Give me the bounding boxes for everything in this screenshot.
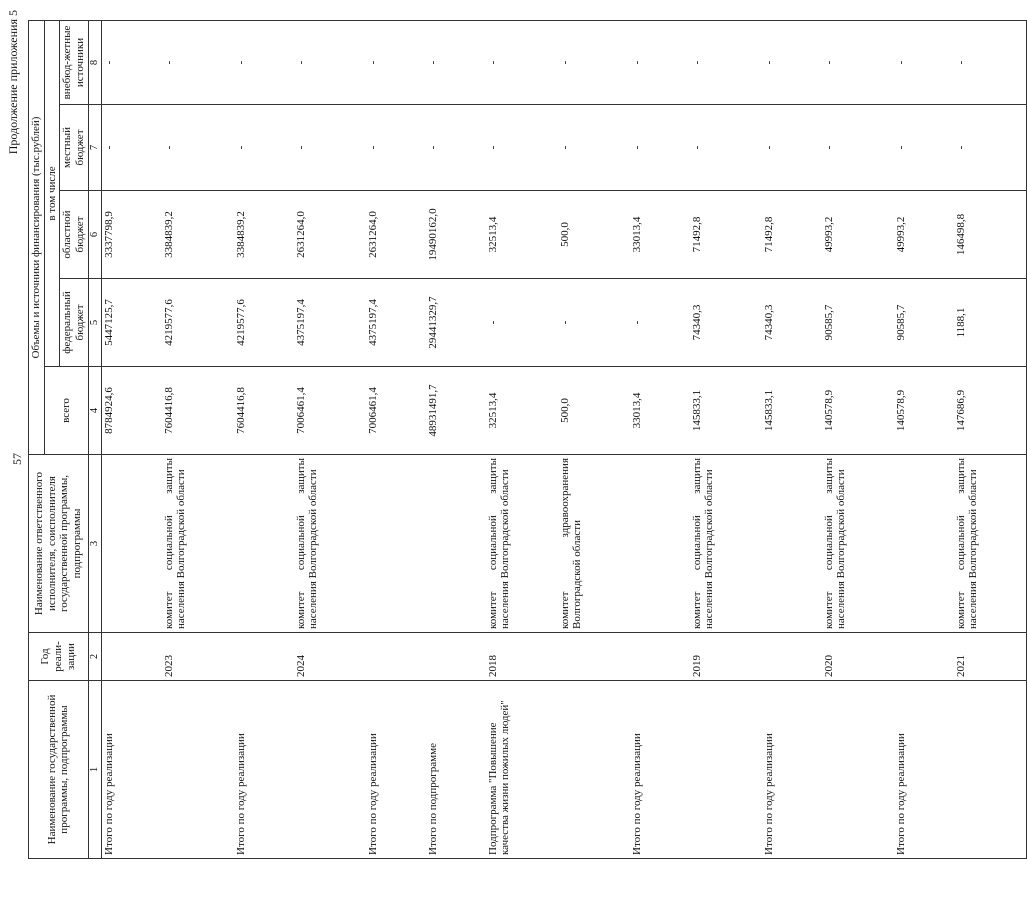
local-cell: -: [894, 105, 954, 191]
table-row: [630, 20, 690, 858]
total-cell: 145833,1: [762, 367, 822, 455]
federal-cell: 4375197,4: [294, 279, 366, 367]
name-cell: Итого по году реализации: [630, 681, 690, 859]
regional-cell: 3384839,2: [162, 191, 234, 279]
extra-cell: -: [426, 20, 486, 104]
regional-cell: 3384839,2: [234, 191, 294, 279]
header-name: Наименование государственной программы, подпрограммы: [29, 681, 89, 859]
table-row: [234, 20, 294, 858]
extra-cell: -: [822, 20, 894, 104]
local-cell: -: [101, 105, 162, 191]
header-executor: Наименование ответственного исполнителя, соисполнителя государственной программы, подпрограммы: [29, 455, 89, 633]
total-cell: 500,0: [558, 367, 630, 455]
header-year: Год реали-зации: [29, 633, 89, 681]
total-cell: 48931491,7: [426, 367, 486, 455]
extra-cell: -: [101, 20, 162, 104]
name-cell: [954, 681, 1027, 859]
federal-cell: 90585,7: [894, 279, 954, 367]
local-cell: -: [294, 105, 366, 191]
year-cell: 2024: [294, 633, 366, 681]
federal-cell: 4219577,6: [162, 279, 234, 367]
executor-cell: комитет здравоохранения Волгоградской области: [558, 455, 630, 633]
column-number: 8: [88, 20, 101, 104]
federal-cell: -: [486, 279, 558, 367]
table-row: [366, 20, 426, 858]
regional-cell: 2631264,0: [366, 191, 426, 279]
total-cell: 7604416,8: [234, 367, 294, 455]
total-cell: 8784924,6: [101, 367, 162, 455]
header-total: всего: [44, 367, 88, 455]
total-cell: 140578,9: [822, 367, 894, 455]
federal-cell: -: [558, 279, 630, 367]
total-cell: 147686,9: [954, 367, 1027, 455]
regional-cell: 32513,4: [486, 191, 558, 279]
name-cell: [294, 681, 366, 859]
executor-cell: комитет социальной защиты населения Волгоградской области: [162, 455, 234, 633]
local-cell: -: [762, 105, 822, 191]
name-cell: Итого по году реализации: [894, 681, 954, 859]
federal-cell: -: [630, 279, 690, 367]
header-regional: областной бюджет: [60, 191, 88, 279]
column-number: 3: [88, 455, 101, 633]
year-cell: [101, 633, 162, 681]
executor-cell: [630, 455, 690, 633]
regional-cell: 2631264,0: [294, 191, 366, 279]
column-number: 2: [88, 633, 101, 681]
column-number-row: [88, 20, 101, 858]
table-row: [294, 20, 366, 858]
local-cell: -: [234, 105, 294, 191]
year-cell: 2019: [690, 633, 762, 681]
column-number: 4: [88, 367, 101, 455]
table-row: [162, 20, 234, 858]
extra-cell: -: [690, 20, 762, 104]
column-number: 5: [88, 279, 101, 367]
regional-cell: 19490162,0: [426, 191, 486, 279]
federal-cell: 4375197,4: [366, 279, 426, 367]
year-cell: [894, 633, 954, 681]
local-cell: -: [822, 105, 894, 191]
local-cell: -: [426, 105, 486, 191]
executor-cell: [762, 455, 822, 633]
extra-cell: -: [234, 20, 294, 104]
page-number: 57: [10, 453, 24, 465]
local-cell: -: [630, 105, 690, 191]
executor-cell: [234, 455, 294, 633]
total-cell: 145833,1: [690, 367, 762, 455]
total-cell: 140578,9: [894, 367, 954, 455]
executor-cell: комитет социальной защиты населения Волгоградской области: [954, 455, 1027, 633]
name-cell: [558, 681, 630, 859]
executor-cell: [366, 455, 426, 633]
year-cell: 2020: [822, 633, 894, 681]
header-federal: федеральный бюджет: [60, 279, 88, 367]
extra-cell: -: [294, 20, 366, 104]
year-cell: 2023: [162, 633, 234, 681]
year-cell: 2018: [486, 633, 558, 681]
year-cell: [234, 633, 294, 681]
local-cell: -: [954, 105, 1027, 191]
total-cell: 7006461,4: [366, 367, 426, 455]
extra-cell: -: [486, 20, 558, 104]
executor-cell: комитет социальной защиты населения Волгоградской области: [294, 455, 366, 633]
appendix-label: Продолжение приложения 5: [6, 10, 20, 155]
total-cell: 33013,4: [630, 367, 690, 455]
regional-cell: 33013,4: [630, 191, 690, 279]
regional-cell: 71492,8: [690, 191, 762, 279]
total-cell: 32513,4: [486, 367, 558, 455]
local-cell: -: [690, 105, 762, 191]
column-number: 1: [88, 681, 101, 859]
federal-cell: 74340,3: [762, 279, 822, 367]
executor-cell: [426, 455, 486, 633]
table-row: [101, 20, 162, 858]
year-cell: [630, 633, 690, 681]
local-cell: -: [558, 105, 630, 191]
executor-cell: [894, 455, 954, 633]
name-cell: [162, 681, 234, 859]
table-row: [762, 20, 822, 858]
extra-cell: -: [954, 20, 1027, 104]
federal-cell: 29441329,7: [426, 279, 486, 367]
total-cell: 7604416,8: [162, 367, 234, 455]
name-cell: Подпрограмма "Повышение качества жизни пожилых людей": [486, 681, 558, 859]
regional-cell: 3337798,9: [101, 191, 162, 279]
executor-cell: комитет социальной защиты населения Волгоградской области: [822, 455, 894, 633]
table-row: [426, 20, 486, 858]
federal-cell: 74340,3: [690, 279, 762, 367]
name-cell: Итого по году реализации: [101, 681, 162, 859]
regional-cell: 71492,8: [762, 191, 822, 279]
table-row: [558, 20, 630, 858]
header-funding-group: Объемы и источники финансирования (тыс.рублей): [29, 20, 45, 454]
regional-cell: 146498,8: [954, 191, 1027, 279]
name-cell: [690, 681, 762, 859]
column-number: 7: [88, 105, 101, 191]
column-number: 6: [88, 191, 101, 279]
extra-cell: -: [366, 20, 426, 104]
local-cell: -: [486, 105, 558, 191]
year-cell: [426, 633, 486, 681]
federal-cell: 90585,7: [822, 279, 894, 367]
header-in-that-number: в том числе: [44, 20, 60, 366]
regional-cell: 49993,2: [822, 191, 894, 279]
year-cell: [558, 633, 630, 681]
table-row: [954, 20, 1027, 858]
regional-cell: 49993,2: [894, 191, 954, 279]
year-cell: [366, 633, 426, 681]
federal-cell: 5447125,7: [101, 279, 162, 367]
extra-cell: -: [630, 20, 690, 104]
local-cell: -: [162, 105, 234, 191]
total-cell: 7006461,4: [294, 367, 366, 455]
federal-cell: 1188,1: [954, 279, 1027, 367]
header-local: местный бюджет: [60, 105, 88, 191]
year-cell: [762, 633, 822, 681]
extra-cell: -: [762, 20, 822, 104]
table-row: [486, 20, 558, 858]
executor-cell: [101, 455, 162, 633]
year-cell: 2021: [954, 633, 1027, 681]
name-cell: Итого по году реализации: [366, 681, 426, 859]
extra-cell: -: [894, 20, 954, 104]
local-cell: -: [366, 105, 426, 191]
table-row: [690, 20, 762, 858]
extra-cell: -: [558, 20, 630, 104]
extra-cell: -: [162, 20, 234, 104]
header-extra: внебюд-жетные источники: [60, 20, 88, 104]
table-row: [822, 20, 894, 858]
name-cell: [822, 681, 894, 859]
name-cell: Итого по подпрограмме: [426, 681, 486, 859]
table-row: [894, 20, 954, 858]
federal-cell: 4219577,6: [234, 279, 294, 367]
executor-cell: комитет социальной защиты населения Волгоградской области: [690, 455, 762, 633]
header-row: [29, 20, 45, 858]
regional-cell: 500,0: [558, 191, 630, 279]
executor-cell: комитет социальной защиты населения Волгоградской области: [486, 455, 558, 633]
name-cell: Итого по году реализации: [762, 681, 822, 859]
funding-table: [28, 20, 1027, 859]
name-cell: Итого по году реализации: [234, 681, 294, 859]
